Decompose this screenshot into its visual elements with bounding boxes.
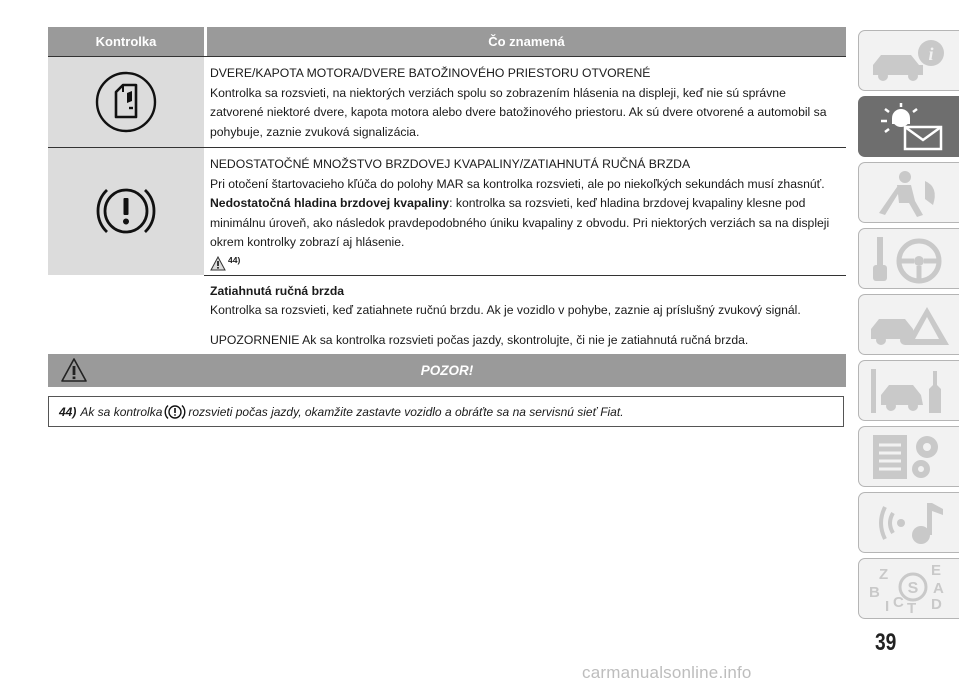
tab-multimedia[interactable] bbox=[858, 492, 959, 553]
sub-row-handbrake bbox=[204, 275, 846, 362]
row-title: NEDOSTATOČNÉ MNOŽSTVO BRZDOVEJ KVAPALINY/ZATIAHNUTÁ RUČNÁ BRZDA bbox=[210, 157, 691, 171]
svg-text:T: T bbox=[907, 600, 917, 615]
sub-warning: UPOZORNENIE Ak sa kontrolka rozsvieti počas jazdy, skontrolujte, či nie je zatiahnutá ručná brzda. bbox=[210, 332, 749, 347]
door-open-icon bbox=[94, 70, 158, 134]
svg-text:I: I bbox=[885, 598, 890, 615]
watermark: carmanualsonline.info bbox=[582, 663, 752, 682]
sub-title: Zatiahnutá ručná brzda bbox=[210, 283, 345, 298]
specs-gears-icon bbox=[867, 431, 953, 483]
header-kontrolka: Kontrolka bbox=[95, 34, 157, 49]
tab-technical-data[interactable] bbox=[858, 426, 959, 487]
row-text: Pri otočení štartovacieho kľúča do polohy MAR sa kontrolka rozsvieti, ale po niekoľkých sekundách musí zhasnúť. bbox=[210, 176, 825, 191]
bold-label: Nedostatočná hladina brzdovej kvapaliny bbox=[210, 196, 450, 210]
svg-text:S: S bbox=[907, 580, 919, 597]
tab-emergency[interactable] bbox=[858, 294, 959, 355]
svg-text:E: E bbox=[931, 563, 942, 579]
svg-text:Z: Z bbox=[879, 566, 889, 583]
svg-text:C: C bbox=[893, 594, 904, 611]
row-text: Nedostatočná hladina brzdovej kvapaliny: kontrolka sa rozsvieti, keď hladina brzdovej kvapaliny klesne pod minimálnu úroveň, ako následok pravdepodobného úniku kvapaliny z obvodu. Pri niektorých verziách sa na displeji okrem kontrolky zobrazí aj hlásenie. bbox=[210, 196, 830, 249]
table-row bbox=[48, 148, 846, 275]
warning-title: POZOR! bbox=[420, 363, 474, 378]
tab-maintenance[interactable] bbox=[858, 360, 959, 421]
tab-starting-driving[interactable] bbox=[858, 228, 959, 289]
steering-wheel-icon bbox=[867, 233, 953, 285]
note-number: 44) bbox=[59, 404, 77, 419]
warning-lights-table bbox=[48, 27, 846, 362]
meaning-cell bbox=[204, 148, 846, 275]
warning-note: 44) Ak sa kontrolka rozsvieti počas jazdy, okamžite zastavte vozidlo a obráťte sa na servisnú sieť Fiat. bbox=[48, 396, 844, 427]
header-meaning: Čo znamená bbox=[204, 27, 846, 56]
table-header bbox=[48, 27, 846, 56]
warning-banner bbox=[48, 354, 846, 387]
svg-text:B: B bbox=[869, 584, 880, 601]
sub-text: Kontrolka sa rozsvieti, keď zatiahnete ručnú brzdu. Ak je vozidlo v pohybe, zaznie aj príslušný zvukový signál. bbox=[210, 303, 801, 317]
car-emergency-icon bbox=[867, 299, 953, 351]
icon-cell bbox=[48, 57, 204, 147]
airbag-seat-icon bbox=[867, 167, 953, 219]
table-row bbox=[48, 57, 846, 147]
row-text: Kontrolka sa rozsvieti, na niektorých verziách spolu so zobrazením hlásenia na displeji, keď nie sú správne zatvorené niektoré dvere, kapota motora alebo dvere batožinového priestoru. Ak sú dvere otvorené a automobil sa pohybuje, zaznie zvuková signalizácia. bbox=[210, 85, 827, 139]
svg-text:A: A bbox=[933, 580, 944, 597]
row-title: DVERE/KAPOTA MOTORA/DVERE BATOŽINOVÉHO PRIESTORU OTVORENÉ bbox=[210, 66, 651, 80]
multimedia-icon bbox=[867, 497, 953, 549]
brake-warning-icon bbox=[93, 178, 159, 244]
warning-light-message-icon bbox=[867, 101, 953, 153]
svg-text:i: i bbox=[928, 44, 934, 64]
warning-triangle-icon bbox=[210, 256, 226, 271]
svg-text:D: D bbox=[931, 596, 942, 613]
car-maintenance-icon bbox=[867, 365, 953, 417]
tab-warning-lights[interactable] bbox=[858, 96, 959, 157]
brake-warning-icon bbox=[164, 403, 186, 421]
car-info-icon bbox=[867, 35, 953, 87]
meaning-cell bbox=[204, 57, 846, 147]
icon-cell bbox=[48, 148, 204, 275]
warning-reference[interactable]: 44) bbox=[210, 253, 840, 271]
tab-safety[interactable] bbox=[858, 162, 959, 223]
alphabetical-index-icon bbox=[867, 563, 953, 615]
tab-car-info[interactable] bbox=[858, 30, 959, 91]
page-number: 39 bbox=[875, 629, 897, 656]
tab-index[interactable] bbox=[858, 558, 959, 619]
